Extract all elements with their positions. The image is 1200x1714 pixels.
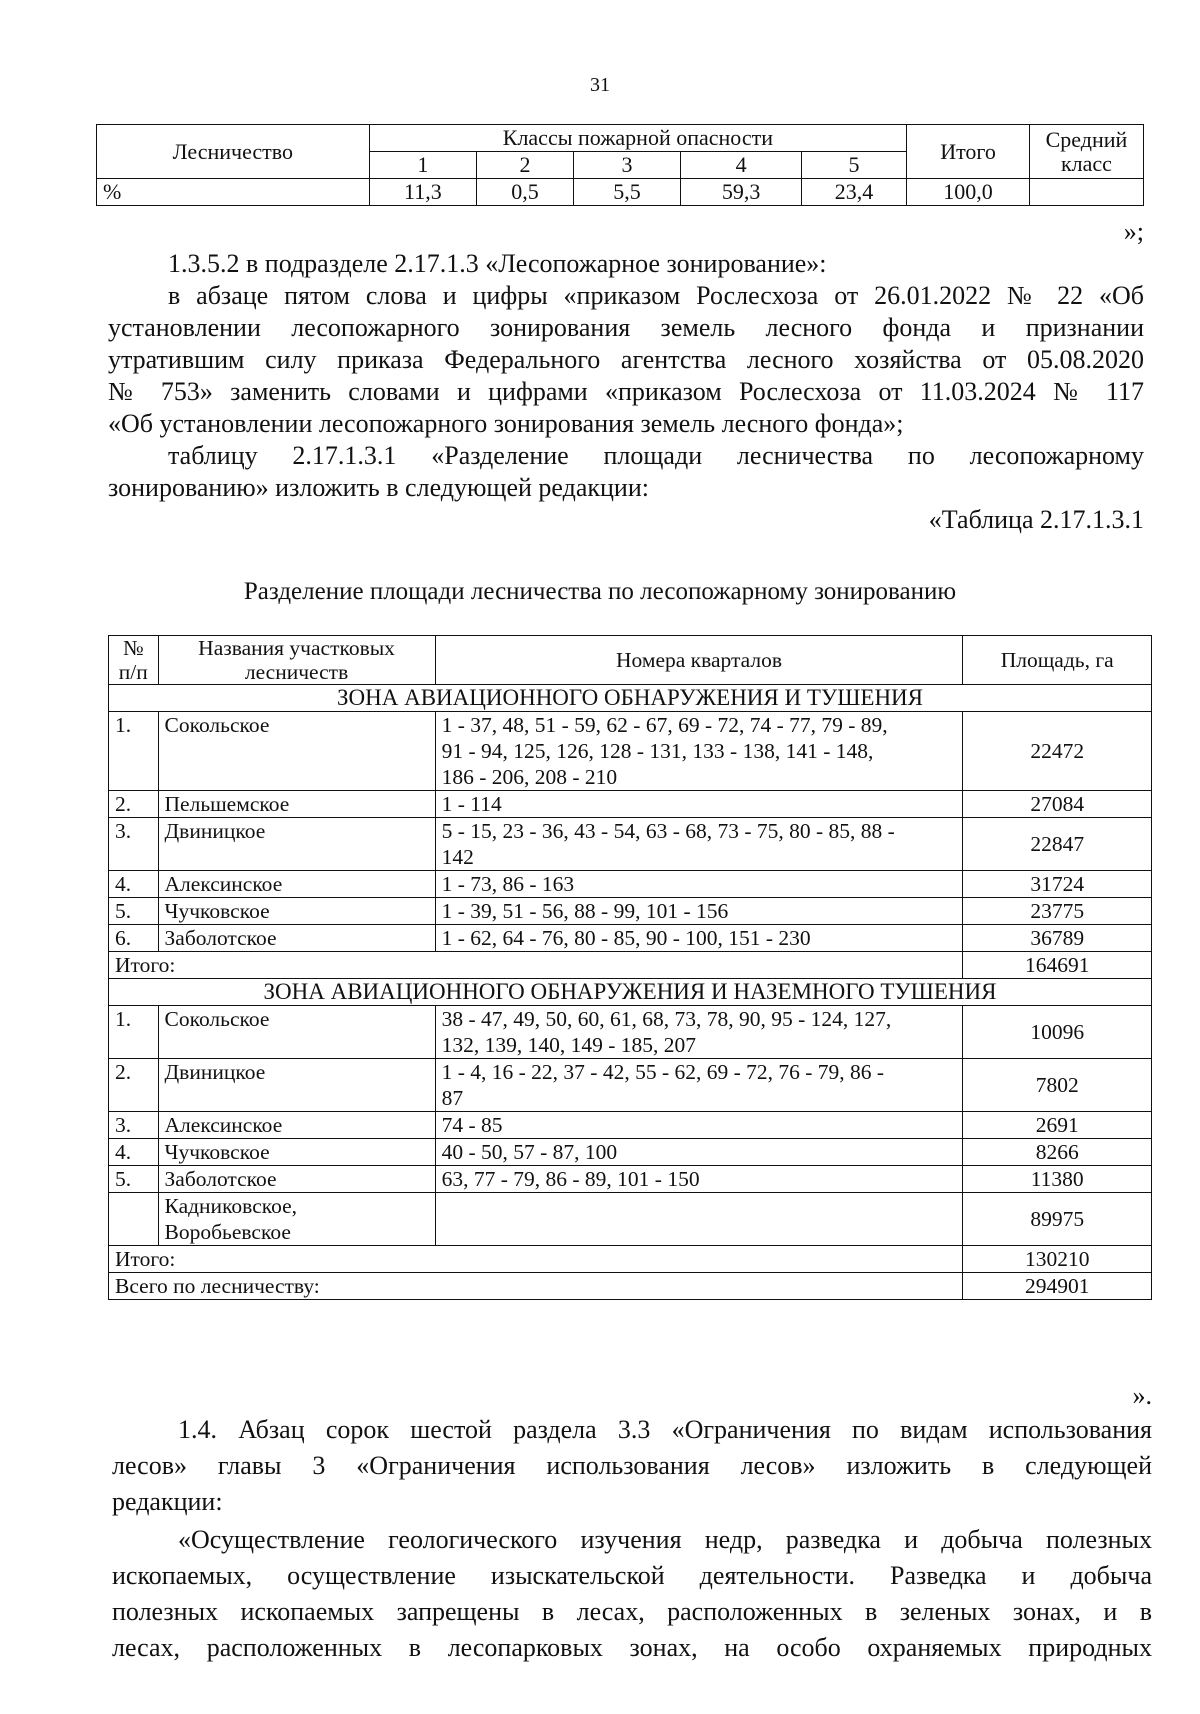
para3-line-1: 1.4. Абзац сорок шестой раздела 3.3 «Ограничения по видам использования (178, 1415, 1152, 1444)
header-avg-class-line1: Средний (1045, 126, 1128, 152)
row-area: 11380 (963, 1166, 1152, 1193)
row-area: 8266 (963, 1139, 1152, 1166)
para1-line-4: № 753» заменить словами и цифрами «приказом Рослесхоза от 11.03.2024 № 117 (108, 377, 1144, 406)
table-label: «Таблица 2.17.1.3.1 (928, 505, 1144, 534)
value-total: 100,0 (907, 179, 1030, 206)
row-num: 5. (109, 1166, 159, 1193)
row-name: Алексинское (158, 871, 435, 898)
row-name: Двиницкое (158, 1059, 435, 1112)
quarters-line: 1 - 4, 16 - 22, 37 - 42, 55 - 62, 69 - 72, 76 - 79, 86 - (441, 1060, 885, 1084)
header-avg-class (1029, 125, 1143, 179)
row-quarters (435, 712, 963, 791)
para3-line-3: редакции: (112, 1487, 223, 1516)
table-row (109, 898, 1152, 925)
para3-line-2: лесов» главы 3 «Ограничения использования лесов» изложить в следующей (112, 1451, 1152, 1480)
table-row (109, 791, 1152, 818)
row-quarters: 1 - 39, 51 - 56, 88 - 99, 101 - 156 (435, 898, 963, 925)
row-label: % (97, 179, 370, 206)
header-name (158, 636, 435, 685)
table-row (109, 818, 1152, 871)
row-area: 7802 (963, 1059, 1152, 1112)
value-class-3: 5,5 (573, 179, 681, 206)
quarters-line: 5 - 15, 23 - 36, 43 - 54, 63 - 68, 73 - 75, 80 - 85, 88 - (441, 819, 895, 843)
table-title: Разделение площади лесничества по лесопожарному зонированию (243, 578, 957, 605)
para4-line-3: полезных ископаемых запрещены в лесах, расположенных в зеленых зонах, и в (112, 1597, 1152, 1626)
para4-line-4: лесах, расположенных в лесопарковых зонах, на особо охраняемых природных (112, 1633, 1152, 1662)
para1-line-2: установлении лесопожарного зонирования земель лесного фонда и признании (108, 313, 1144, 342)
header-quarters: Номера кварталов (435, 636, 963, 685)
row-name: Чучковское (158, 1139, 435, 1166)
header-area: Площадь, га (963, 636, 1152, 685)
row-name: Алексинское (158, 1112, 435, 1139)
zone2-total: 130210 (963, 1246, 1152, 1273)
table-row (109, 1006, 1152, 1059)
row-quarters (435, 818, 963, 871)
closing-quote-1: »; (1123, 217, 1144, 246)
para1-line-5: «Об установлении лесопожарного зонирования земель лесного фонда»; (108, 409, 904, 438)
row-area: 27084 (963, 791, 1152, 818)
row-name: Чучковское (158, 898, 435, 925)
zone2-title: ЗОНА АВИАЦИОННОГО ОБНАРУЖЕНИЯ И НАЗЕМНОГО ТУШЕНИЯ (109, 979, 1152, 1006)
row-name: Сокольское (158, 712, 435, 791)
header-total: Итого (907, 125, 1030, 179)
row-area: 22847 (963, 818, 1152, 871)
quarters-line: 1 - 37, 48, 51 - 59, 62 - 67, 69 - 72, 74 - 77, 79 - 89, (441, 713, 888, 737)
grand-total: 294901 (963, 1273, 1152, 1300)
row-num: 4. (109, 871, 159, 898)
row-quarters: 40 - 50, 57 - 87, 100 (435, 1139, 963, 1166)
row-area: 31724 (963, 871, 1152, 898)
table-row (109, 925, 1152, 952)
page-number: 31 (590, 74, 610, 96)
quarters-line: 142 (441, 845, 474, 869)
row-name: Двиницкое (158, 818, 435, 871)
row-quarters: 1 - 114 (435, 791, 963, 818)
row-area: 36789 (963, 925, 1152, 952)
header-num-line2: п/п (118, 660, 148, 684)
row-num: 1. (109, 1006, 159, 1059)
row-quarters: 74 - 85 (435, 1112, 963, 1139)
row-quarters (435, 1059, 963, 1112)
table-row (109, 871, 1152, 898)
row-num: 4. (109, 1139, 159, 1166)
header-classes: Классы пожарной опасности (369, 125, 907, 152)
para4-line-2: ископаемых, осуществление изыскательской деятельности. Разведка и добыча (112, 1561, 1152, 1590)
header-class-4: 4 (681, 152, 802, 179)
row-num: 2. (109, 791, 159, 818)
value-class-4: 59,3 (681, 179, 802, 206)
row-area: 2691 (963, 1112, 1152, 1139)
row-num: 5. (109, 898, 159, 925)
para2-line-1: таблицу 2.17.1.3.1 «Разделение площади лесничества по лесопожарному (168, 441, 1144, 470)
zone1-total: 164691 (963, 952, 1152, 979)
quarters-line: 132, 139, 140, 149 - 185, 207 (441, 1033, 697, 1057)
row-num: 6. (109, 925, 159, 952)
header-avg-class-line2: класс (1060, 150, 1112, 176)
row-area: 89975 (963, 1193, 1152, 1246)
para1-line-3: утратившим силу приказа Федерального агентства лесного хозяйства от 05.08.2020 (108, 345, 1144, 374)
row-quarters: 1 - 62, 64 - 76, 80 - 85, 90 - 100, 151 - 230 (435, 925, 963, 952)
row-name: Пельшемское (158, 791, 435, 818)
header-name-line1: Названия участковых (198, 636, 395, 660)
header-num (109, 636, 159, 685)
value-class-1: 11,3 (369, 179, 477, 206)
zoning-table (108, 635, 1152, 1300)
row-num: 3. (109, 818, 159, 871)
zone1-total-label: Итого: (109, 952, 963, 979)
header-class-1: 1 (369, 152, 477, 179)
para1-line-1: в абзаце пятом слова и цифры «приказом Рослесхоза от 26.01.2022 № 22 «Об (168, 281, 1144, 310)
row-area: 10096 (963, 1006, 1152, 1059)
header-name-line2: лесничеств (244, 660, 349, 684)
table-row (109, 1166, 1152, 1193)
row-name: Кадниковское, Воробьевское (158, 1193, 435, 1246)
row-name: Заболотское (158, 1166, 435, 1193)
item-1352: 1.3.5.2 в подразделе 2.17.1.3 «Лесопожарное зонирование»: (168, 249, 827, 278)
header-class-2: 2 (477, 152, 574, 179)
header-lesnichestvo: Лесничество (97, 125, 370, 179)
table-row (109, 1273, 1152, 1300)
header-num-line1: № (123, 636, 144, 660)
row-area: 22472 (963, 712, 1152, 791)
value-class-2: 0,5 (477, 179, 574, 206)
row-quarters (435, 1006, 963, 1059)
row-num: 1. (109, 712, 159, 791)
row-num: 2. (109, 1059, 159, 1112)
table-row (109, 712, 1152, 791)
table-row (109, 1059, 1152, 1112)
table-row (109, 1112, 1152, 1139)
table-row (97, 179, 1144, 206)
zone2-total-label: Итого: (109, 1246, 963, 1273)
row-num: 3. (109, 1112, 159, 1139)
table-row (109, 1246, 1152, 1273)
quarters-line: 186 - 206, 208 - 210 (441, 765, 618, 789)
row-quarters: 63, 77 - 79, 86 - 89, 101 - 150 (435, 1166, 963, 1193)
closing-quote-2: ». (1132, 1381, 1152, 1410)
zone1-title: ЗОНА АВИАЦИОННОГО ОБНАРУЖЕНИЯ И ТУШЕНИЯ (109, 685, 1152, 712)
quarters-line: 87 (441, 1086, 464, 1110)
row-area: 23775 (963, 898, 1152, 925)
quarters-line: 91 - 94, 125, 126, 128 - 131, 133 - 138, 141 - 148, (441, 739, 874, 763)
value-avg (1029, 179, 1143, 206)
row-quarters (435, 1193, 963, 1246)
row-quarters: 1 - 73, 86 - 163 (435, 871, 963, 898)
table-row (109, 952, 1152, 979)
fire-class-table (96, 124, 1144, 206)
header-class-3: 3 (573, 152, 681, 179)
para2-line-2: зонированию» изложить в следующей редакции: (108, 473, 649, 502)
table-row (109, 1139, 1152, 1166)
para4-line-1: «Осуществление геологического изучения недр, разведка и добыча полезных (178, 1525, 1152, 1554)
header-class-5: 5 (801, 152, 906, 179)
value-class-5: 23,4 (801, 179, 906, 206)
row-name: Заболотское (158, 925, 435, 952)
table-row (109, 1193, 1152, 1246)
grand-total-label: Всего по лесничеству: (109, 1273, 963, 1300)
quarters-line: 38 - 47, 49, 50, 60, 61, 68, 73, 78, 90, 95 - 124, 127, (441, 1007, 892, 1031)
row-name: Сокольское (158, 1006, 435, 1059)
row-num (109, 1193, 159, 1246)
